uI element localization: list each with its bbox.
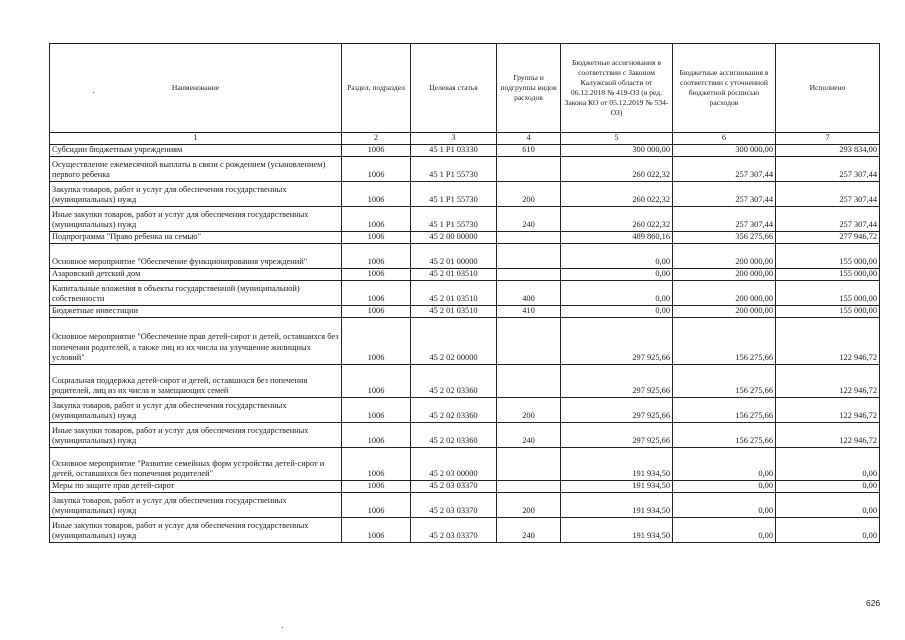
header-refined-allocations: Бюджетные ассигнования в соответствии с уточненной бюджетной росписью расходов	[673, 44, 776, 133]
table-row	[50, 281, 880, 306]
row-law-allocation: 297 925,66	[561, 318, 673, 365]
row-law-allocation: 191 934,50	[561, 448, 673, 481]
column-number: 3	[411, 133, 497, 145]
row-law-allocation: 297 925,66	[561, 398, 673, 423]
row-refined-allocation: 156 275,66	[673, 423, 776, 448]
row-section: 1006	[342, 145, 411, 157]
row-target-article: 45 1 Р1 03330	[411, 145, 497, 157]
row-target-article: 45 1 Р1 55730	[411, 207, 497, 232]
row-executed: 155 000,00	[776, 269, 880, 281]
header-section: Раздел, подраздел	[342, 44, 411, 133]
row-target-article: 45 2 01 03510	[411, 269, 497, 281]
header-law-allocations: Бюджетные ассигнования в соответствии с Законом Калужской области от 06.12.2018 № 419-ОЗ (в ред. Закона КО от 05.12.2019 № 534-ОЗ)	[561, 44, 673, 133]
row-section: 1006	[342, 207, 411, 232]
table-row	[50, 207, 880, 232]
row-refined-allocation: 156 275,66	[673, 398, 776, 423]
row-target-article: 45 2 02 03360	[411, 365, 497, 398]
row-name: Основное мероприятие "Развитие семейных форм устройства детей-сирот и детей, оставшихся без попечения родителей"	[50, 448, 342, 481]
row-name: Иные закупки товаров, работ и услуг для обеспечения государственных (муниципальных) нужд	[50, 423, 342, 448]
row-target-article: 45 2 01 03510	[411, 306, 497, 318]
row-target-article: 45 2 02 03360	[411, 423, 497, 448]
column-number-row	[50, 133, 880, 145]
row-target-article: 45 2 03 00000	[411, 448, 497, 481]
row-executed: 257 307,44	[776, 207, 880, 232]
header-groups: Группы и подгруппы видов расходов	[497, 44, 561, 133]
row-expense-group: 410	[497, 306, 561, 318]
row-expense-group: 610	[497, 145, 561, 157]
column-number: 2	[342, 133, 411, 145]
row-executed: 0,00	[776, 518, 880, 543]
row-law-allocation: 489 860,16	[561, 232, 673, 244]
row-name: Иные закупки товаров, работ и услуг для обеспечения государственных (муниципальных) нужд	[50, 518, 342, 543]
row-executed: 155 000,00	[776, 281, 880, 306]
row-name: Капитальные вложения в объекты государственной (муниципальной) собственности	[50, 281, 342, 306]
row-target-article: 45 2 01 00000	[411, 244, 497, 269]
row-refined-allocation: 200 000,00	[673, 281, 776, 306]
row-name: Иные закупки товаров, работ и услуг для обеспечения государственных (муниципальных) нужд	[50, 207, 342, 232]
row-section: 1006	[342, 481, 411, 493]
row-section: 1006	[342, 365, 411, 398]
row-expense-group	[497, 318, 561, 365]
row-expense-group: 240	[497, 207, 561, 232]
row-target-article: 45 2 03 03370	[411, 518, 497, 543]
row-law-allocation: 260 022,32	[561, 207, 673, 232]
row-expense-group: 240	[497, 423, 561, 448]
row-executed: 0,00	[776, 481, 880, 493]
table-row	[50, 448, 880, 481]
row-expense-group	[497, 232, 561, 244]
row-executed: 155 000,00	[776, 306, 880, 318]
table-row	[50, 423, 880, 448]
row-section: 1006	[342, 269, 411, 281]
row-name: Социальная поддержка детей-сирот и детей, оставшихся без попечения родителей, лиц из их числа и замещающих семей	[50, 365, 342, 398]
row-name: Меры по защите прав детей-сирот	[50, 481, 342, 493]
table-row	[50, 269, 880, 281]
table-row	[50, 398, 880, 423]
scan-speck	[282, 627, 283, 628]
row-section: 1006	[342, 448, 411, 481]
row-expense-group	[497, 157, 561, 182]
row-section: 1006	[342, 157, 411, 182]
column-number: 5	[561, 133, 673, 145]
row-refined-allocation: 200 000,00	[673, 306, 776, 318]
row-name: Закупка товаров, работ и услуг для обеспечения государственных (муниципальных) нужд	[50, 182, 342, 207]
row-law-allocation: 0,00	[561, 306, 673, 318]
row-executed: 293 834,00	[776, 145, 880, 157]
budget-table	[49, 43, 880, 543]
row-law-allocation: 260 022,32	[561, 182, 673, 207]
row-target-article: 45 1 Р1 55730	[411, 182, 497, 207]
row-law-allocation: 191 934,50	[561, 518, 673, 543]
row-name: Закупка товаров, работ и услуг для обеспечения государственных (муниципальных) нужд	[50, 398, 342, 423]
row-section: 1006	[342, 306, 411, 318]
row-executed: 0,00	[776, 448, 880, 481]
row-expense-group: 200	[497, 182, 561, 207]
row-expense-group	[497, 269, 561, 281]
row-executed: 122 946,72	[776, 423, 880, 448]
table-body	[50, 145, 880, 543]
table-row	[50, 365, 880, 398]
row-expense-group: 200	[497, 398, 561, 423]
row-section: 1006	[342, 244, 411, 269]
row-law-allocation: 0,00	[561, 244, 673, 269]
header-row	[50, 44, 880, 133]
row-law-allocation: 300 000,00	[561, 145, 673, 157]
row-target-article: 45 2 00 00000	[411, 232, 497, 244]
column-number: 4	[497, 133, 561, 145]
row-section: 1006	[342, 398, 411, 423]
row-executed: 122 946,72	[776, 365, 880, 398]
row-target-article: 45 1 Р1 55730	[411, 157, 497, 182]
row-refined-allocation: 257 307,44	[673, 157, 776, 182]
row-refined-allocation: 156 275,66	[673, 365, 776, 398]
row-section: 1006	[342, 518, 411, 543]
row-section: 1006	[342, 281, 411, 306]
row-executed: 277 946,72	[776, 232, 880, 244]
row-refined-allocation: 200 000,00	[673, 269, 776, 281]
header-executed: Исполнено	[776, 44, 880, 133]
row-law-allocation: 0,00	[561, 269, 673, 281]
row-law-allocation: 191 934,50	[561, 481, 673, 493]
row-refined-allocation: 0,00	[673, 493, 776, 518]
row-name: Подпрограмма "Право ребенка на семью"	[50, 232, 342, 244]
column-number: 7	[776, 133, 880, 145]
row-refined-allocation: 257 307,44	[673, 182, 776, 207]
row-refined-allocation: 356 275,66	[673, 232, 776, 244]
header-target: Целевая статья	[411, 44, 497, 133]
page-number: 626	[866, 598, 881, 608]
row-section: 1006	[342, 493, 411, 518]
row-target-article: 45 2 01 03510	[411, 281, 497, 306]
row-target-article: 45 2 02 00000	[411, 318, 497, 365]
table-row	[50, 518, 880, 543]
row-executed: 122 946,72	[776, 398, 880, 423]
row-executed: 257 307,44	[776, 182, 880, 207]
row-refined-allocation: 257 307,44	[673, 207, 776, 232]
column-number: 1	[50, 133, 342, 145]
column-number: 6	[673, 133, 776, 145]
row-refined-allocation: 0,00	[673, 518, 776, 543]
header-name: Наименование	[50, 44, 342, 133]
row-target-article: 45 2 03 03370	[411, 493, 497, 518]
table-row	[50, 232, 880, 244]
row-refined-allocation: 200 000,00	[673, 244, 776, 269]
row-section: 1006	[342, 182, 411, 207]
row-name: Закупка товаров, работ и услуг для обеспечения государственных (муниципальных) нужд	[50, 493, 342, 518]
row-refined-allocation: 156 275,66	[673, 318, 776, 365]
row-expense-group: 400	[497, 281, 561, 306]
table-row	[50, 157, 880, 182]
row-section: 1006	[342, 423, 411, 448]
row-target-article: 45 2 02 03360	[411, 398, 497, 423]
table-row	[50, 481, 880, 493]
scan-speck	[93, 92, 94, 93]
row-refined-allocation: 0,00	[673, 481, 776, 493]
row-expense-group: 240	[497, 518, 561, 543]
row-law-allocation: 297 925,66	[561, 423, 673, 448]
row-name: Осуществление ежемесячной выплаты в связи с рождением (усыновлением) первого ребенка	[50, 157, 342, 182]
table-row	[50, 318, 880, 365]
row-name: Основное мероприятие "Обеспечение прав детей-сирот и детей, оставшихся без попечения родителей, а также лиц из их числа на улучшение жилищных условий"	[50, 318, 342, 365]
row-law-allocation: 297 925,66	[561, 365, 673, 398]
row-executed: 122 946,72	[776, 318, 880, 365]
row-name: Основное мероприятие "Обеспечение функционирования учреждений"	[50, 244, 342, 269]
table-row	[50, 493, 880, 518]
table-row	[50, 182, 880, 207]
table-row	[50, 306, 880, 318]
row-refined-allocation: 300 000,00	[673, 145, 776, 157]
row-expense-group	[497, 244, 561, 269]
row-section: 1006	[342, 318, 411, 365]
row-name: Бюджетные инвестиции	[50, 306, 342, 318]
row-law-allocation: 191 934,50	[561, 493, 673, 518]
row-expense-group	[497, 365, 561, 398]
row-expense-group	[497, 481, 561, 493]
row-refined-allocation: 0,00	[673, 448, 776, 481]
row-law-allocation: 0,00	[561, 281, 673, 306]
table-row	[50, 244, 880, 269]
row-name: Азаровский детский дом	[50, 269, 342, 281]
row-expense-group: 200	[497, 493, 561, 518]
row-law-allocation: 260 022,32	[561, 157, 673, 182]
table-row	[50, 145, 880, 157]
row-section: 1006	[342, 232, 411, 244]
row-name: Субсидии бюджетным учреждениям	[50, 145, 342, 157]
row-executed: 257 307,44	[776, 157, 880, 182]
row-executed: 155 000,00	[776, 244, 880, 269]
row-target-article: 45 2 03 03370	[411, 481, 497, 493]
row-expense-group	[497, 448, 561, 481]
row-executed: 0,00	[776, 493, 880, 518]
